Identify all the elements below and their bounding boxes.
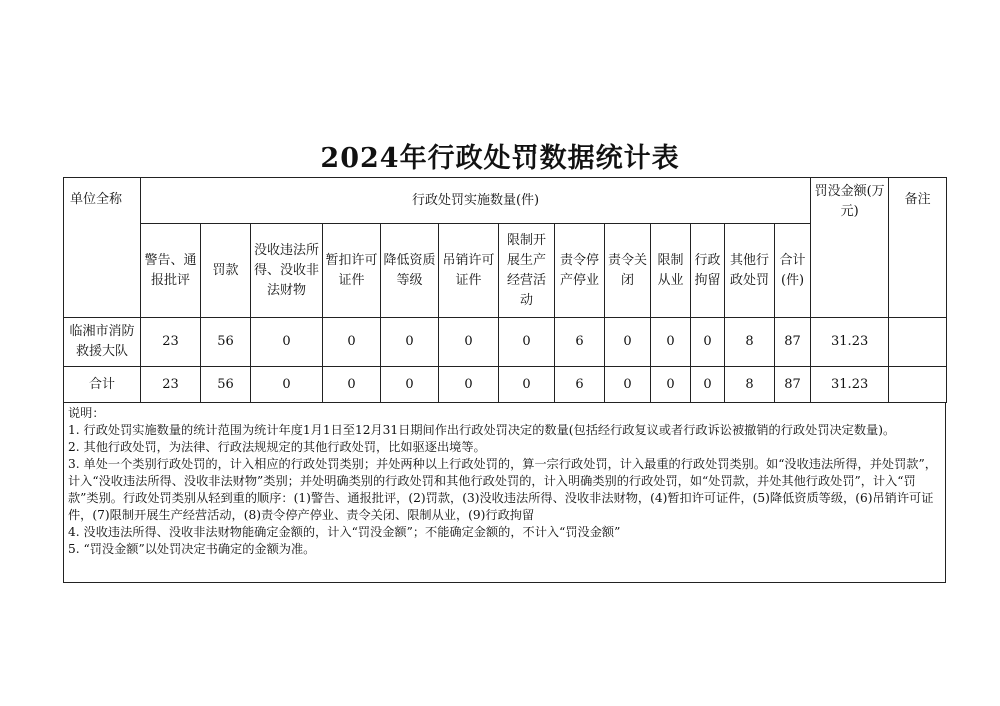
page-title: 2024年行政处罚数据统计表 (320, 143, 680, 174)
cell-value: 87 (775, 367, 811, 403)
cell-value: 0 (439, 367, 499, 403)
cell-value: 0 (381, 367, 439, 403)
unit-header: 单位全称 (64, 178, 141, 318)
note-item: 3. 单处一个类别行政处罚的，计入相应的行政处罚类别；并处两种以上行政处罚的，算一宗行政处罚，计入最重的行政处罚类别。如“没收违法所得，并处罚款”，计入“没收违法所得、没收非法财物”类别；并处明确类别的行政处罚和其他行政处罚的，计入明确类别的行政处罚，如“处罚款，并处其他行政处罚”，计入“罚款”类别。行政处罚类别从轻到重的顺序：(1)警告、通报批评，(2)罚款，(3)没收违法所得、没收非法财物，(4)暂扣许可证件，(5)降低资质等级，(6)吊销许可证件，(7)限制开展生产经营活动，(8)责令停产停业、责令关闭、限制从业，(9)行政拘留 (68, 457, 937, 522)
notes-section (63, 403, 946, 583)
cell-remark (889, 318, 947, 367)
note-item: 2. 其他行政处罚，为法律、行政法规规定的其他行政处罚，比如驱逐出境等。 (68, 440, 486, 454)
col-header-suspend-license: 暂扣许可证件 (323, 224, 381, 318)
cell-value: 87 (775, 318, 811, 367)
row-unit: 合计 (64, 367, 141, 403)
cell-value: 6 (555, 367, 605, 403)
note-item: 1. 行政处罚实施数量的统计范围为统计年度1月1日至12月31日期间作出行政处罚决定的数量(包括经行政复议或者行政诉讼被撤销的行政处罚决定数量)。 (68, 423, 896, 437)
col-header-warning: 警告、通报批评 (141, 224, 201, 318)
cell-value: 0 (605, 318, 651, 367)
col-header-total: 合计(件) (775, 224, 811, 318)
row-unit: 临湘市消防救援大队 (64, 318, 141, 367)
notes-heading: 说明： (68, 406, 105, 420)
col-header-suspend-production: 责令停产停业 (555, 224, 605, 318)
cell-value: 0 (251, 367, 323, 403)
note-item: 4. 没收违法所得、没收非法财物能确定金额的，计入“罚没金额”；不能确定金额的，不计入“罚没金额” (68, 525, 621, 539)
note-item: 5. “罚没金额”以处罚决定书确定的金额为准。 (68, 542, 316, 556)
cell-value: 0 (651, 367, 691, 403)
cell-value: 0 (691, 318, 725, 367)
count-group-header: 行政处罚实施数量(件) (141, 178, 811, 224)
cell-value: 6 (555, 318, 605, 367)
col-header-order-closure: 责令关闭 (605, 224, 651, 318)
cell-value: 56 (201, 367, 251, 403)
amount-header: 罚没金额(万元) (811, 178, 889, 318)
cell-value: 0 (251, 318, 323, 367)
cell-value: 56 (201, 318, 251, 367)
cell-value: 0 (605, 367, 651, 403)
col-header-lower-qualification: 降低资质等级 (381, 224, 439, 318)
col-header-restrict-business: 限制开展生产经营活动 (499, 224, 555, 318)
cell-value: 0 (499, 367, 555, 403)
cell-value: 0 (499, 318, 555, 367)
col-header-confiscation: 没收违法所得、没收非法财物 (251, 224, 323, 318)
cell-value: 0 (381, 318, 439, 367)
cell-amount: 31.23 (811, 318, 889, 367)
col-header-other: 其他行政处罚 (725, 224, 775, 318)
col-header-restrict-employment: 限制从业 (651, 224, 691, 318)
remark-header: 备注 (889, 178, 947, 318)
total-row (64, 367, 947, 403)
statistics-table (63, 177, 947, 403)
col-header-revoke-license: 吊销许可证件 (439, 224, 499, 318)
col-header-fine: 罚款 (201, 224, 251, 318)
cell-value: 8 (725, 318, 775, 367)
cell-value: 0 (691, 367, 725, 403)
cell-value: 8 (725, 367, 775, 403)
cell-value: 23 (141, 318, 201, 367)
header-row-1 (64, 178, 947, 224)
cell-remark (889, 367, 947, 403)
cell-value: 0 (323, 318, 381, 367)
table-row (64, 318, 947, 367)
col-header-detention: 行政拘留 (691, 224, 725, 318)
cell-amount: 31.23 (811, 367, 889, 403)
cell-value: 0 (651, 318, 691, 367)
cell-value: 0 (439, 318, 499, 367)
cell-value: 0 (323, 367, 381, 403)
cell-value: 23 (141, 367, 201, 403)
